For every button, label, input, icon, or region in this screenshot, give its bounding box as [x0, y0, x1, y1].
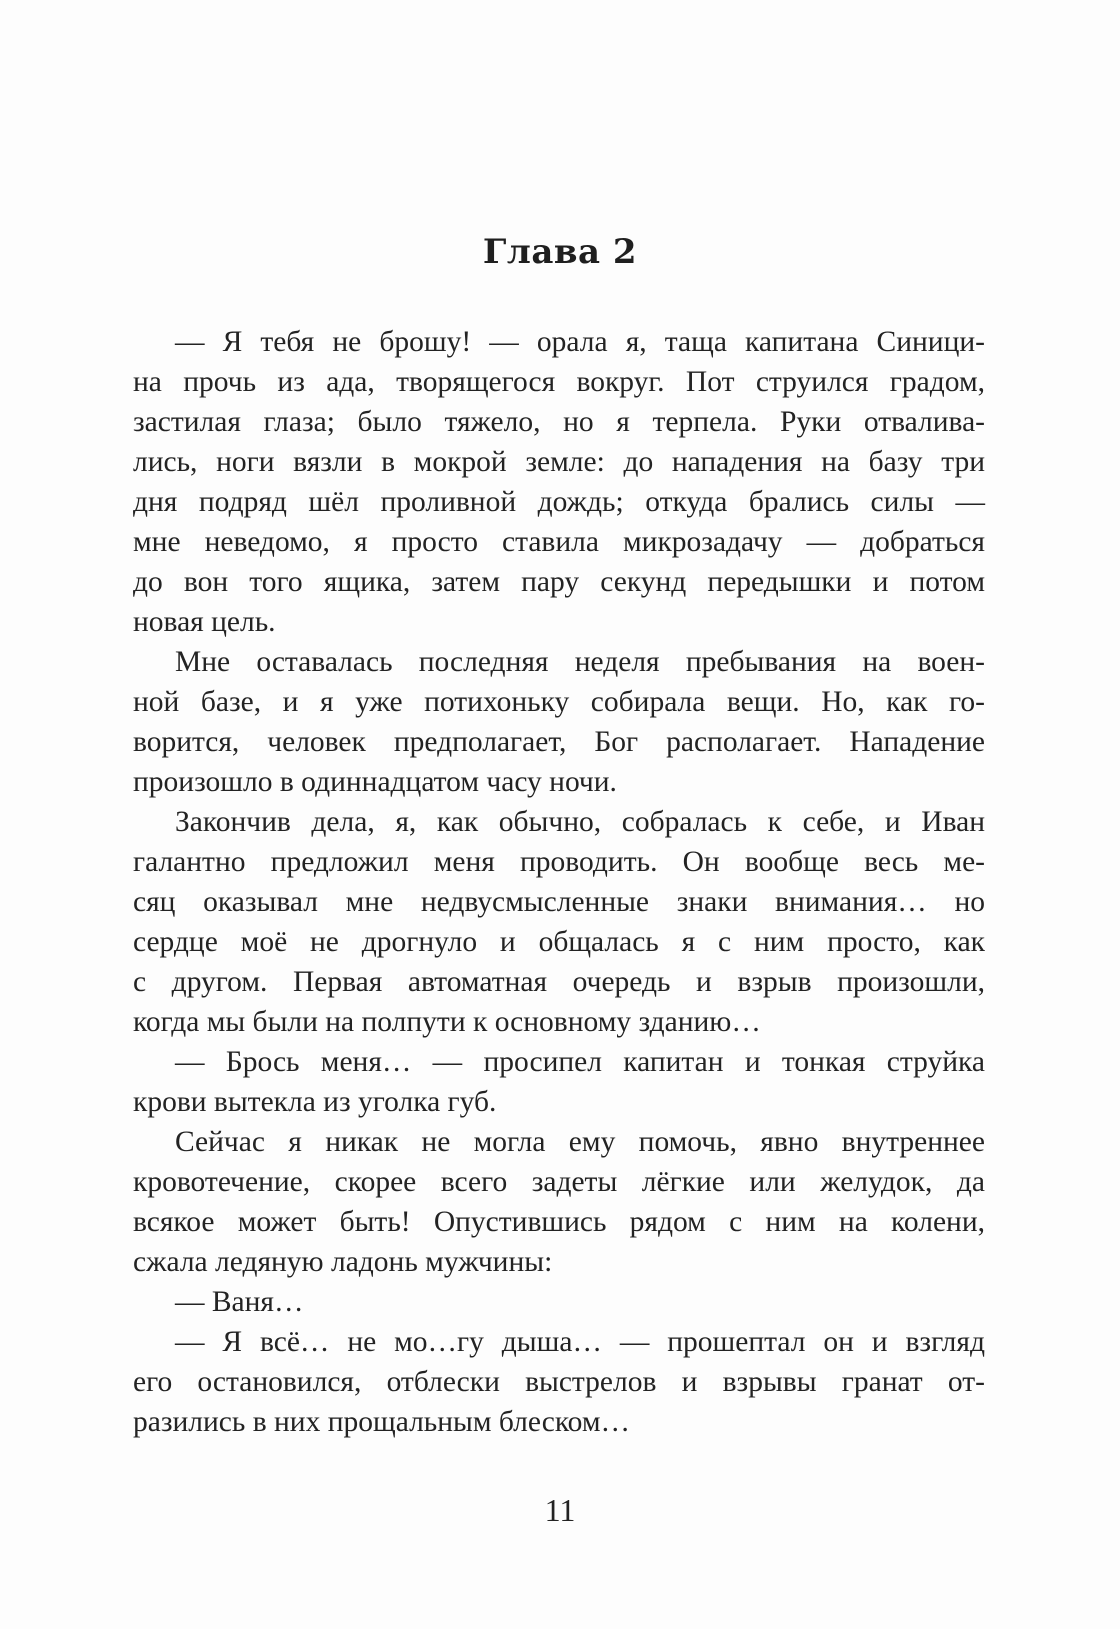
text-line: лись, ноги вязли в мокрой земле: до нападения на базу три: [133, 446, 985, 478]
text-line: сердце моё не дрогнуло и общалась я с ним просто, как: [133, 926, 985, 958]
chapter-title: Глава 2: [482, 232, 638, 272]
body-text: [133, 322, 985, 1442]
text-line: Закончив дела, я, как обычно, собралась к себе, и Иван: [175, 806, 985, 838]
text-line: разились в них прощальным блеском…: [133, 1406, 631, 1438]
text-line: ворится, человек предполагает, Бог располагает. Нападение: [133, 726, 985, 758]
text-line: всякое может быть! Опустившись рядом с ним на колени,: [133, 1206, 985, 1238]
text-line: Мне оставалась последняя неделя пребывания на воен-: [175, 646, 985, 678]
page-number: 11: [544, 1492, 576, 1528]
text-line: когда мы были на полпути к основному зданию…: [133, 1006, 761, 1038]
text-line: застилая глаза; было тяжело, но я терпела. Руки отвалива-: [133, 406, 985, 438]
text-line: дня подряд шёл проливной дождь; откуда брались силы —: [133, 486, 985, 518]
text-line: произошло в одиннадцатом часу ночи.: [133, 766, 617, 798]
text-line: с другом. Первая автоматная очередь и взрыв произошли,: [133, 966, 985, 998]
text-line: — Я тебя не брошу! — орала я, таща капитана Синици-: [175, 326, 985, 358]
text-line: до вон того ящика, затем пару секунд передышки и потом: [133, 566, 985, 598]
text-line: крови вытекла из уголка губ.: [133, 1086, 497, 1118]
text-line: мне неведомо, я просто ставила микрозадачу — добраться: [133, 526, 985, 558]
text-line: галантно предложил меня проводить. Он вообще весь ме-: [133, 846, 985, 878]
text-line: кровотечение, скорее всего задеты лёгкие или желудок, да: [133, 1166, 985, 1198]
text-line: на прочь из ада, творящегося вокруг. Пот струился градом,: [133, 366, 985, 398]
text-line: его остановился, отблески выстрелов и взрывы гранат от-: [133, 1366, 985, 1398]
text-line: — Ваня…: [175, 1286, 304, 1318]
text-line: новая цель.: [133, 606, 276, 638]
text-line: ной базе, и я уже потихоньку собирала вещи. Но, как го-: [133, 686, 985, 718]
text-line: — Я всё… не мо…гу дыша… — прошептал он и взгляд: [175, 1326, 985, 1358]
text-line: сяц оказывал мне недвусмысленные знаки внимания… но: [133, 886, 985, 918]
text-line: Сейчас я никак не могла ему помочь, явно внутреннее: [175, 1126, 985, 1158]
text-line: сжала ледяную ладонь мужчины:: [133, 1246, 553, 1278]
text-line: — Брось меня… — просипел капитан и тонкая струйка: [175, 1046, 985, 1078]
